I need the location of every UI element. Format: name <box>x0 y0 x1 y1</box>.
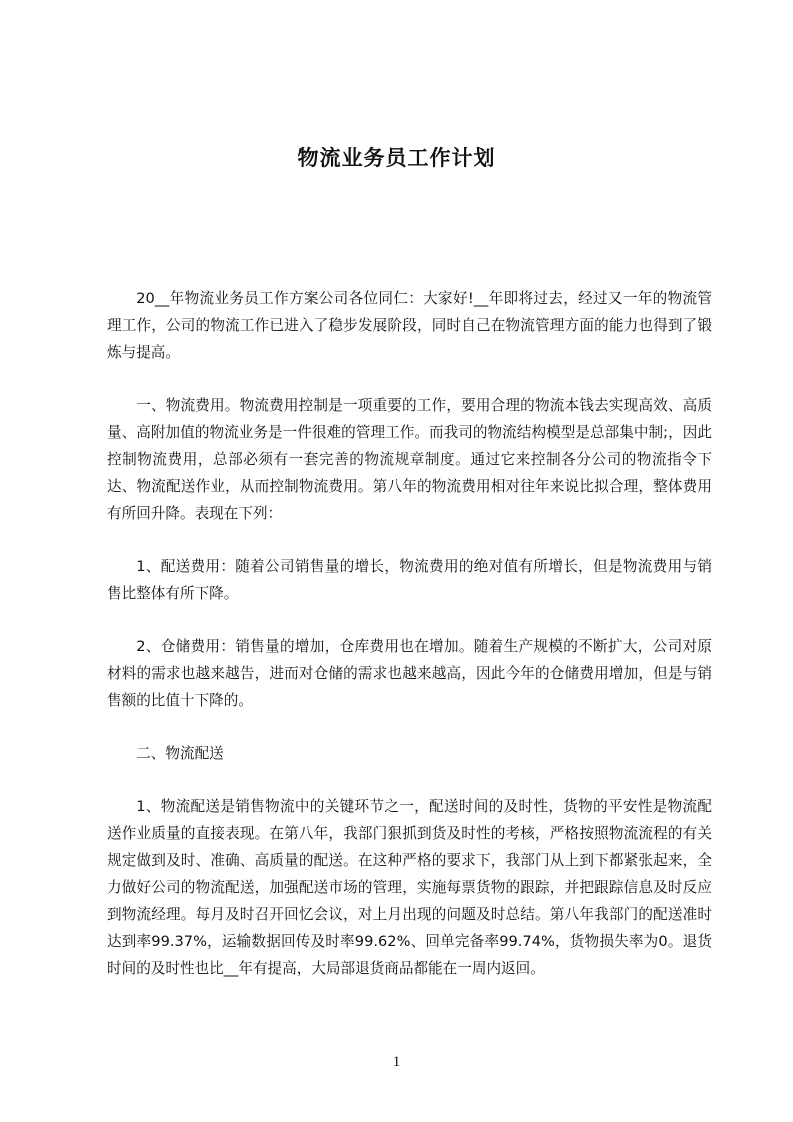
paragraph-intro: 20__年物流业务员工作方案公司各位同仁：大家好!__年即将过去，经过又一年的物流管理工作，公司的物流工作已进入了稳步发展阶段，同时自己在物流管理方面的能力也得到了锻炼与提高。 <box>107 290 712 361</box>
page-number: 1 <box>392 1054 401 1070</box>
paragraph-storage-cost: 2、仓储费用：销售量的增加，仓库费用也在增加。随着生产规模的不断扩大，公司对原材料的需求也越来越告，进而对仓储的需求也越来越高，因此今年的仓储费用增加，但是与销售额的比值十下降的。 <box>107 638 712 709</box>
document-title: 物流业务员工作计划 <box>297 146 496 170</box>
section-heading-logistics-delivery: 二、物流配送 <box>136 745 224 762</box>
paragraph-logistics-cost: 一、物流费用。物流费用控制是一项重要的工作，要用合理的物流本钱去实现高效、高质量、高附加值的物流业务是一件很难的管理工作。而我司的物流结构模型是总部集中制;，因此控制物流费用，总部必须有一套完善的物流规章制度。通过它来控制各分公司的物流指令下达、物流配送作业，从而控制物流费用。第八年的物流费用相对往年来说比拟合理，整体费用有所回升降。表现在下列： <box>107 397 712 522</box>
paragraph-delivery-cost: 1、配送费用：随着公司销售量的增长，物流费用的绝对值有所增长，但是物流费用与销售比整体有所下降。 <box>107 558 712 602</box>
paragraph-delivery-details: 1、物流配送是销售物流中的关键环节之一，配送时间的及时性，货物的平安性是物流配送作业质量的直接表现。在第八年，我部门狠抓到货及时性的考核，严格按照物流流程的有关规定做到及时、准确、高质量的配送。在这种严格的要求下，我部门从上到下都紧张起来，全力做好公司的物流配送，加强配送市场的管理，实施每票货物的跟踪，并把跟踪信息及时反应到物流经理。每月及时召开回忆会议，对上月出现的问题及时总结。第八年我部门的配送准时达到率99.37%，运输数据回传及时率99.62%、回单完备率99.74%，货物损失率为0。退货时间的及时性也比__年有提高，大局部退货商品都能在一周内返回。 <box>107 798 712 977</box>
document-body <box>107 285 712 1008</box>
